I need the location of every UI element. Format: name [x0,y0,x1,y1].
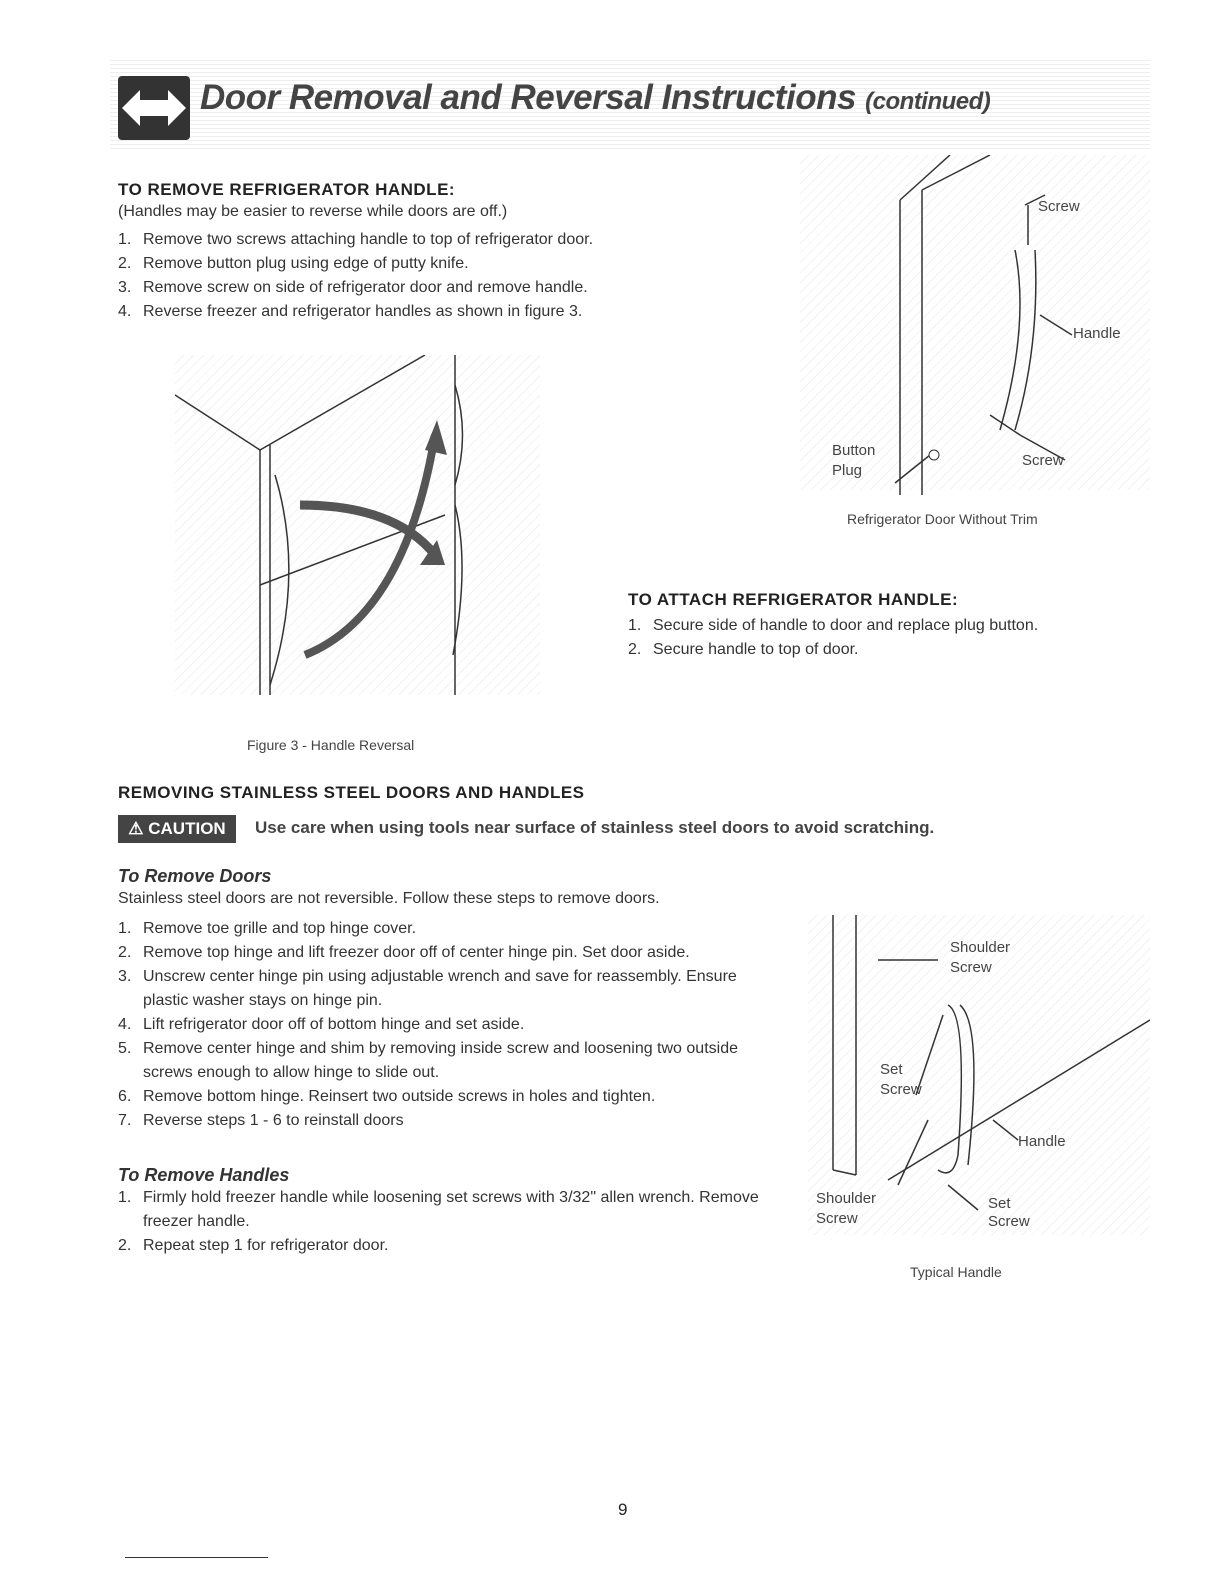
subheading: To Remove Doors [118,866,272,886]
note: (Handles may be easier to reverse while doors are off.) [118,203,508,220]
list-item: 2. Remove button plug using edge of putty knife. [118,255,469,272]
remove-handle-section [118,180,718,324]
list-item: 4. Reverse freezer and refrigerator handles as shown in figure 3. [118,303,583,320]
figure-typical-handle: Shoulder Screw Set Screw Handle Shoulder Screw Set Screw [808,915,1150,1235]
list-item: 1. Remove two screws attaching handle to top of refrigerator door. [118,231,594,248]
list-item: 3. Unscrew center hinge pin using adjustable wrench and save for reassembly. Ensure plastic washer stays on hinge pin. [118,968,737,1009]
door-figure-caption: Refrigerator Door Without Trim [847,511,1038,527]
list-item: 4. Lift refrigerator door off of bottom hinge and set aside. [118,1016,525,1033]
subheading: To Remove Handles [118,1165,290,1185]
list-item: 2. Secure handle to top of door. [628,641,859,658]
list-item: 6. Remove bottom hinge. Reinsert two outside screws in holes and tighten. [118,1088,656,1105]
typical-handle-caption: Typical Handle [910,1264,1002,1280]
list-item: 2. Remove top hinge and lift freezer door off of center hinge pin. Set door aside. [118,944,690,961]
figure-handle-reversal [175,355,540,695]
attach-handle-section [628,590,1168,662]
door-reversal-arrows-icon [118,76,190,140]
list-item: 2. Repeat step 1 for refrigerator door. [118,1237,389,1254]
figure-door-without-trim: Screw Handle Button Plug Screw [800,155,1150,490]
footer-rule [125,1557,268,1558]
intro: Stainless steel doors are not reversible. Follow these steps to remove doors. [118,890,660,907]
list-item: 3. Remove screw on side of refrigerator door and remove handle. [118,279,588,296]
section-heading: TO REMOVE REFRIGERATOR HANDLE: [118,180,456,199]
list-item: 1. Secure side of handle to door and replace plug button. [628,617,1039,634]
caution-text: Use care when using tools near surface of stainless steel doors to avoid scratching. [255,818,935,837]
list-item: 7. Reverse steps 1 - 6 to reinstall doors [118,1112,404,1129]
figure3-caption: Figure 3 - Handle Reversal [247,737,415,753]
section-heading: TO ATTACH REFRIGERATOR HANDLE: [628,590,959,609]
page-number: 9 [618,1500,628,1519]
list-item: 1. Remove toe grille and top hinge cover. [118,920,417,937]
stainless-heading: REMOVING STAINLESS STEEL DOORS AND HANDLES [118,783,585,802]
caution-badge: ⚠ CAUTION [118,815,236,843]
list-item: 5. Remove center hinge and shim by removing inside screw and loosening two outside screws enough to allow hinge to slide out. [118,1040,738,1081]
page-title: Door Removal and Reversal Instructions (continued) [200,78,991,117]
list-item: 1. Firmly hold freezer handle while loosening set screws with 3/32" allen wrench. Remove freezer handle. [118,1189,759,1230]
remove-doors-section [118,866,778,1258]
